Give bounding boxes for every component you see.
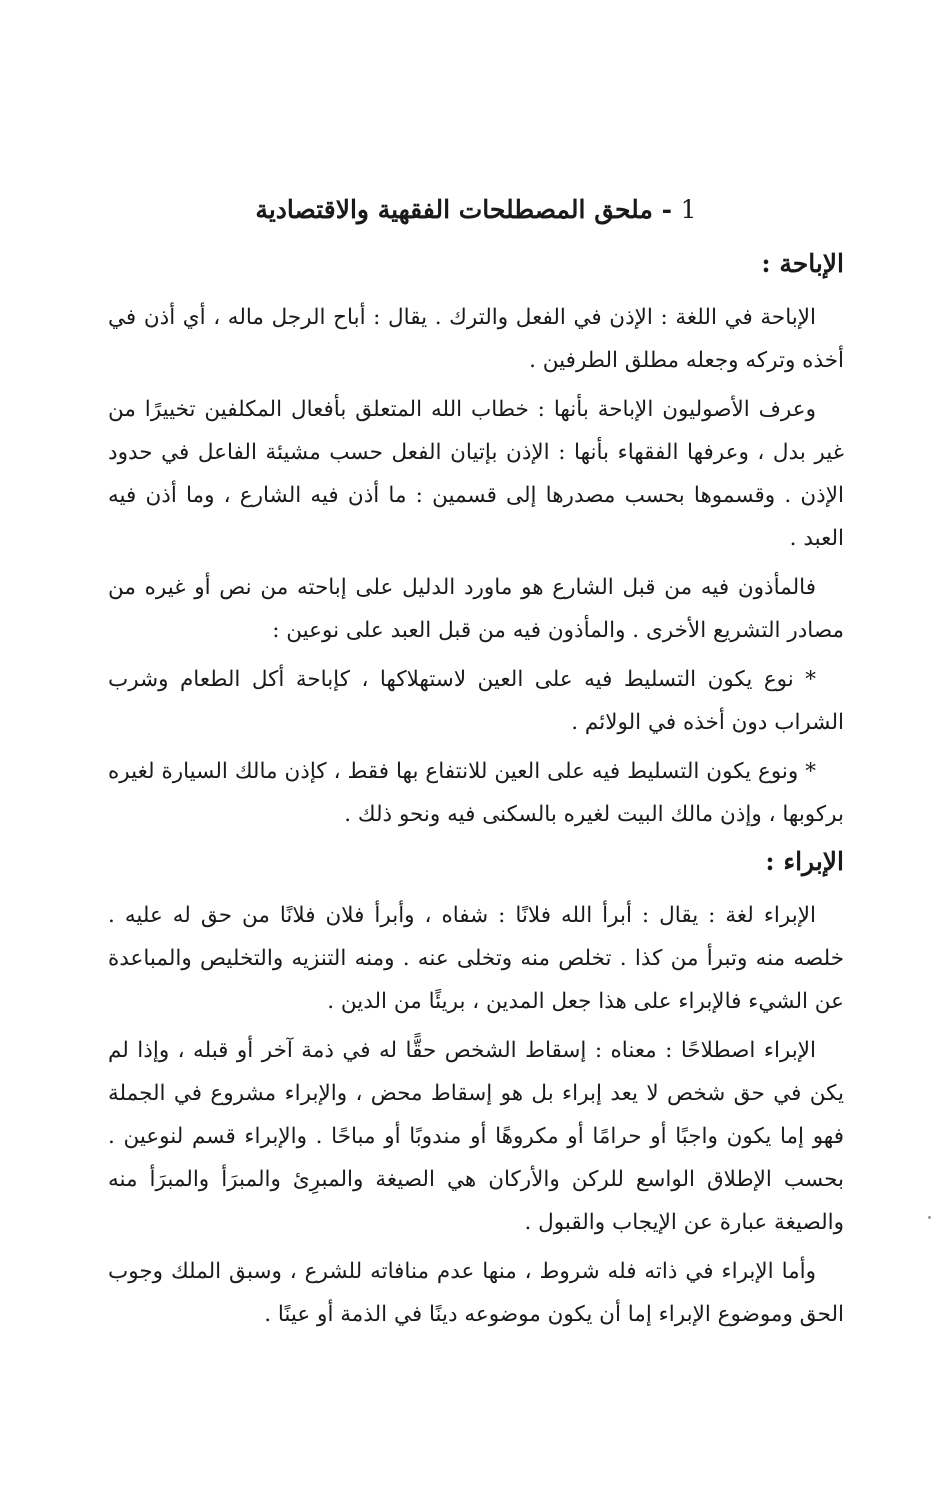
paragraph: الإباحة في اللغة : الإذن في الفعل والترك . يقال : أباح الرجل ماله ، أي أذن في أخذه وتركه وجعله مطلق الطرفين .: [108, 305, 844, 373]
paragraph: فالمأذون فيه من قبل الشارع هو ماورد الدليل على إباحته من نص أو غيره من مصادر التشريع الأخرى . والمأذون فيه من قبل العبد على نوعين :: [108, 575, 844, 643]
paragraph: الإبراء لغة : يقال : أبرأ الله فلانًا : شفاه ، وأبرأ فلان فلانًا من حق له عليه . خلصه منه وتبرأ من كذا . تخلص منه وتخلى عنه . ومنه التنزيه والتخليص والمباعدة عن الشيء فالإبراء على هذا جعل المدين ، بريئًا من الدين .: [108, 903, 844, 1014]
paragraph: وعرف الأصوليون الإباحة بأنها : خطاب الله المتعلق بأفعال المكلفين تخييرًا من غير بدل ، وعرفها الفقهاء بأنها : الإذن بإتيان الفعل حسب مشيئة الفاعل في حدود الإذن . وقسموها بحسب مصدرها إلى قسمين : ما أذن فيه الشارع ، وما أذن فيه العبد .: [108, 397, 844, 551]
title-dash: -: [652, 195, 672, 224]
paragraph: الإبراء اصطلاحًا : معناه : إسقاط الشخص حقًّا له في ذمة آخر أو قبله ، وإذا لم يكن في حق شخص لا يعد إبراء بل هو إسقاط محض ، والإبراء مشروع في الجملة فهو إما يكون واجبًا أو حرامًا أو مكروهًا أو مندوبًا أو مباحًا . والإبراء قسم لنوعين . بحسب الإطلاق الواسع للركن والأركان هي الصيغة والمبرِئ والمبرَأ والمبرَأ منه والصيغة عبارة عن الإيجاب والقبول .: [108, 1038, 844, 1235]
page-title: [108, 190, 844, 230]
title-number: 1: [680, 195, 697, 224]
scan-speck: [928, 1216, 931, 1219]
section-heading-ibra: الإبراء :: [765, 847, 844, 876]
bullet-paragraph: * ونوع يكون التسليط فيه على العين للانتفاع بها فقط ، كإذن مالك السيارة لغيره بركوبها ، وإذن مالك البيت لغيره بالسكنى فيه ونحو ذلك .: [108, 759, 844, 827]
section-heading-ibaha: الإباحة :: [761, 249, 844, 278]
bullet-paragraph: * نوع يكون التسليط فيه على العين لاستهلاكها ، كإباحة أكل الطعام وشرب الشراب دون أخذه في الولائم .: [108, 667, 844, 735]
title-text: ملحق المصطلحات الفقهية والاقتصادية: [255, 195, 653, 224]
paragraph: وأما الإبراء في ذاته فله شروط ، منها عدم منافاته للشرع ، وسبق الملك وجوب الحق وموضوع الإبراء إما أن يكون موضوعه دينًا في الذمة أو عينًا .: [108, 1259, 844, 1327]
document-page: [108, 190, 844, 1342]
